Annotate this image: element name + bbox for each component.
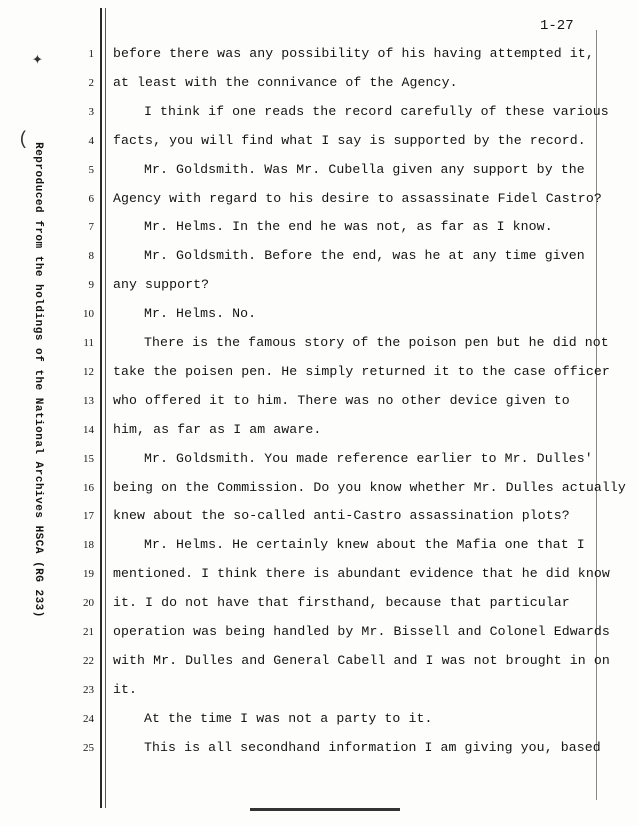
bottom-redaction-mark xyxy=(250,808,400,811)
transcript-line xyxy=(0,219,638,239)
transcript-line xyxy=(0,191,638,211)
line-text: who offered it to him. There was no other device given to xyxy=(113,392,570,408)
line-number: 18 xyxy=(83,539,94,552)
line-text: Mr. Goldsmith. Was Mr. Cubella given any support by the xyxy=(144,161,585,177)
line-number: 6 xyxy=(88,192,94,205)
line-number: 23 xyxy=(83,683,94,696)
line-number: 25 xyxy=(83,741,94,754)
line-text: Mr. Helms. In the end he was not, as far as I know. xyxy=(144,219,553,235)
transcript-line xyxy=(0,335,638,355)
line-text: Mr. Goldsmith. You made reference earlier to Mr. Dulles' xyxy=(144,450,593,466)
line-text: Mr. Helms. No. xyxy=(144,306,257,322)
line-text: Agency with regard to his desire to assassinate Fidel Castro? xyxy=(113,190,602,206)
transcript-line xyxy=(0,451,638,471)
line-number: 9 xyxy=(88,279,94,292)
transcript-line xyxy=(0,133,638,153)
line-number: 1 xyxy=(88,48,94,60)
line-number: 22 xyxy=(83,654,94,667)
line-text: take the poisen pen. He simply returned it to the case officer xyxy=(113,363,610,379)
line-text: him, as far as I am aware. xyxy=(113,421,322,437)
transcript-line xyxy=(0,682,638,702)
line-text: before there was any possibility of his having attempted it, xyxy=(113,46,594,61)
transcript-line xyxy=(0,104,638,124)
transcript-line xyxy=(0,248,638,268)
line-number: 2 xyxy=(88,76,94,89)
transcript-line xyxy=(0,740,638,760)
line-number: 15 xyxy=(83,452,94,465)
transcript-line xyxy=(0,75,638,95)
transcript-line xyxy=(0,566,638,586)
scan-mark-icon: ✦ xyxy=(32,50,43,70)
line-text: Mr. Helms. He certainly knew about the Mafia one that I xyxy=(144,537,585,553)
line-number: 17 xyxy=(83,510,94,523)
line-text: Mr. Goldsmith. Before the end, was he at any time given xyxy=(144,248,585,264)
transcript-line xyxy=(0,422,638,442)
page-number: 1-27 xyxy=(540,18,574,34)
line-number: 16 xyxy=(83,481,94,494)
line-number: 11 xyxy=(83,337,94,349)
transcript-line xyxy=(0,393,638,413)
transcript-line xyxy=(0,537,638,557)
line-text: facts, you will find what I say is supported by the record. xyxy=(113,132,586,148)
transcript-line xyxy=(0,364,638,384)
transcript-line xyxy=(0,653,638,673)
transcript-line xyxy=(0,480,638,500)
line-number: 21 xyxy=(83,626,94,638)
line-text: with Mr. Dulles and General Cabell and I was not brought in on xyxy=(113,652,610,668)
line-text: I think if one reads the record carefully of these various xyxy=(144,103,609,119)
transcript-line xyxy=(0,508,638,528)
transcript-line xyxy=(0,624,638,644)
line-text: it. xyxy=(113,681,138,697)
bracket-mark-icon: ( xyxy=(18,130,29,150)
transcript-line xyxy=(0,277,638,297)
archive-side-note: Reproduced from the holdings of the National Archives HSCA (RG 233) xyxy=(32,142,44,618)
line-number: 5 xyxy=(88,163,94,176)
line-text: being on the Commission. Do you know whether Mr. Dulles actually xyxy=(113,479,626,495)
line-number: 14 xyxy=(83,423,94,436)
transcript-line xyxy=(0,46,638,66)
transcript-line xyxy=(0,162,638,182)
transcript-line xyxy=(0,595,638,615)
line-number: 24 xyxy=(83,712,94,725)
line-text: mentioned. I think there is abundant evidence that he did know xyxy=(113,566,610,582)
line-text: any support? xyxy=(113,277,210,293)
line-number: 19 xyxy=(83,568,94,581)
line-number: 13 xyxy=(83,394,94,407)
line-text: at least with the connivance of the Agency. xyxy=(113,74,458,90)
line-number: 8 xyxy=(88,250,94,263)
line-number: 10 xyxy=(83,308,94,321)
line-text: There is the famous story of the poison pen but he did not xyxy=(144,335,609,350)
line-number: 3 xyxy=(88,105,94,118)
line-text: operation was being handled by Mr. Bissell and Colonel Edwards xyxy=(113,624,610,639)
line-text: knew about the so-called anti-Castro assassination plots? xyxy=(113,508,570,524)
line-number: 20 xyxy=(83,597,94,610)
line-number: 7 xyxy=(88,221,94,234)
line-text: it. I do not have that firsthand, because that particular xyxy=(113,595,570,611)
transcript-line xyxy=(0,306,638,326)
line-text: At the time I was not a party to it. xyxy=(144,710,433,726)
line-number: 12 xyxy=(83,365,94,378)
transcript-line xyxy=(0,711,638,731)
line-text: This is all secondhand information I am giving you, based xyxy=(144,739,601,755)
line-number: 4 xyxy=(88,134,94,147)
